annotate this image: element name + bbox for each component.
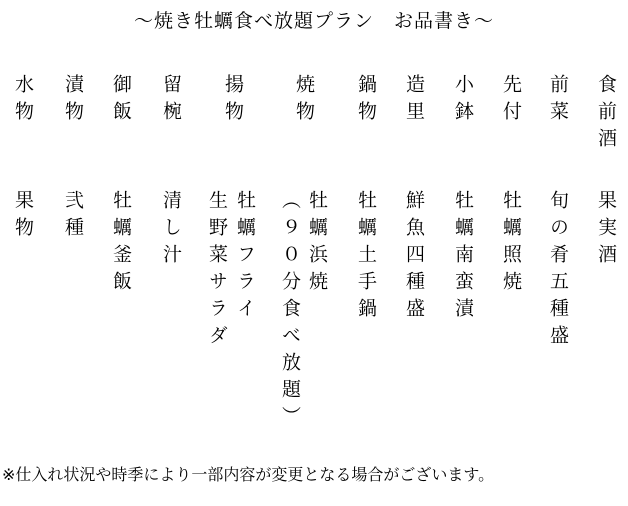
course-category: 焼物 — [293, 74, 315, 128]
footnote: ※仕入れ状況や時季により一部内容が変更となる場合がございます。 — [2, 465, 495, 484]
course-item: 果実酒 — [595, 190, 617, 271]
course-item: 清し汁 — [160, 190, 182, 271]
course-category: 鍋物 — [355, 74, 377, 128]
menu-list — [0, 74, 628, 454]
course-item: 牡蠣照焼 — [500, 190, 522, 298]
course-category: 前菜 — [547, 74, 569, 128]
course-category: 留椀 — [160, 74, 182, 128]
course-category: 揚物 — [222, 74, 244, 128]
course-category: 先付 — [500, 74, 522, 128]
course-category: 小鉢 — [452, 74, 474, 128]
course-fruit — [4, 74, 64, 454]
course-grilled — [268, 74, 328, 454]
course-item: 果物 — [12, 190, 34, 244]
course-item: 牡蠣南蛮漬 — [452, 190, 474, 325]
course-item: 弐種 — [62, 190, 84, 244]
course-item: 牡蠣釜飯 — [110, 190, 132, 298]
course-item: 牡蠣フライ — [234, 190, 256, 325]
course-item: 牡蠣土手鍋 — [355, 190, 377, 325]
course-item: 鮮魚四種盛 — [403, 190, 425, 325]
course-item: 牡蠣浜焼 — [306, 190, 328, 298]
course-item: 旬の肴五種盛 — [547, 190, 569, 352]
course-category: 食前酒 — [595, 74, 617, 155]
course-item: 生野菜サラダ — [206, 190, 228, 352]
course-category: 漬物 — [62, 74, 84, 128]
course-category: 水物 — [12, 74, 34, 128]
page-title: ～焼き牡蠣食べ放題プラン お品書き～ — [133, 10, 494, 32]
course-hotpot — [335, 74, 395, 454]
course-category: 造里 — [403, 74, 425, 128]
course-item: ︵９０分食べ放題︶ — [279, 190, 301, 433]
course-category: 御飯 — [110, 74, 132, 128]
